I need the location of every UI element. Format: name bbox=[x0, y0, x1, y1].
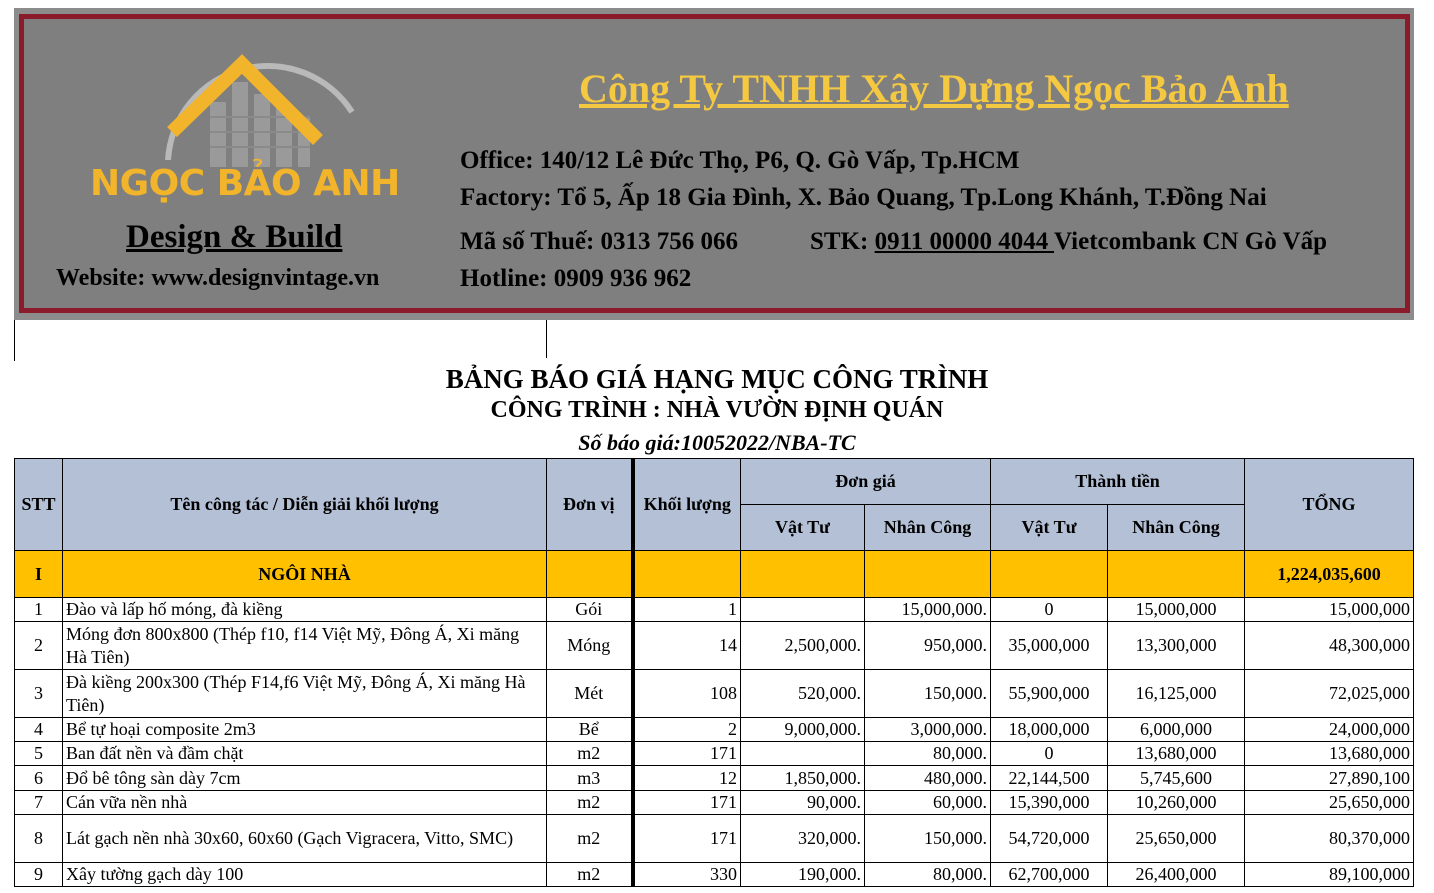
section-cell bbox=[1108, 551, 1245, 598]
website-text: Website: www.designvintage.vn bbox=[56, 265, 380, 291]
row-labor-amount: 6,000,000 bbox=[1108, 718, 1245, 742]
row-unit: Móng bbox=[547, 622, 633, 670]
brand-name: NGỌC BẢO ANH bbox=[90, 163, 400, 204]
header-name: Tên công tác / Diễn giải khối lượng bbox=[63, 459, 547, 551]
row-total: 13,680,000 bbox=[1245, 742, 1414, 766]
row-stt: 2 bbox=[15, 622, 63, 670]
row-qty: 14 bbox=[633, 622, 741, 670]
row-total: 80,370,000 bbox=[1245, 815, 1414, 863]
row-material-price: 520,000. bbox=[741, 670, 865, 718]
table-row bbox=[15, 670, 1414, 718]
row-labor-amount: 26,400,000 bbox=[1108, 863, 1245, 887]
header-unit-price: Đơn giá bbox=[741, 459, 991, 505]
office-address: Office: 140/12 Lê Đức Thọ, P6, Q. Gò Vấp, Tp.HCM bbox=[460, 147, 1020, 174]
row-material-price bbox=[741, 742, 865, 766]
row-labor-amount: 15,000,000 bbox=[1108, 598, 1245, 622]
table-row bbox=[15, 791, 1414, 815]
section-cell bbox=[865, 551, 991, 598]
row-qty: 171 bbox=[633, 791, 741, 815]
row-name: Cán vữa nền nhà bbox=[63, 791, 547, 815]
row-total: 24,000,000 bbox=[1245, 718, 1414, 742]
section-cell bbox=[991, 551, 1108, 598]
row-material-amount: 15,390,000 bbox=[991, 791, 1108, 815]
table-row bbox=[15, 863, 1414, 887]
hotline: Hotline: 0909 936 962 bbox=[460, 265, 692, 292]
row-material-amount: 18,000,000 bbox=[991, 718, 1108, 742]
bank-name: Vietcombank CN Gò Vấp bbox=[1054, 228, 1327, 255]
bank-account-label: STK: bbox=[810, 228, 875, 255]
row-unit: m2 bbox=[547, 863, 633, 887]
row-material-amount: 0 bbox=[991, 742, 1108, 766]
row-total: 15,000,000 bbox=[1245, 598, 1414, 622]
row-labor-price: 80,000. bbox=[865, 742, 991, 766]
row-qty: 12 bbox=[633, 766, 741, 791]
section-cell bbox=[633, 551, 741, 598]
row-qty: 2 bbox=[633, 718, 741, 742]
tax-code: Mã số Thuế: 0313 756 066 bbox=[460, 228, 739, 255]
header-material-amount: Vật Tư bbox=[991, 505, 1108, 551]
header-stt: STT bbox=[15, 459, 63, 551]
row-stt: 6 bbox=[15, 766, 63, 791]
row-total: 48,300,000 bbox=[1245, 622, 1414, 670]
row-qty: 1 bbox=[633, 598, 741, 622]
header-total: TỔNG bbox=[1245, 459, 1414, 551]
section-row bbox=[15, 551, 1414, 598]
row-material-price: 9,000,000. bbox=[741, 718, 865, 742]
row-unit: Gói bbox=[547, 598, 633, 622]
table-row bbox=[15, 742, 1414, 766]
row-name: Xây tường gạch dày 100 bbox=[63, 863, 547, 887]
table-row bbox=[15, 718, 1414, 742]
row-total: 89,100,000 bbox=[1245, 863, 1414, 887]
row-stt: 4 bbox=[15, 718, 63, 742]
row-unit: m2 bbox=[547, 815, 633, 863]
row-unit: m3 bbox=[547, 766, 633, 791]
bank-account bbox=[810, 228, 1327, 256]
row-material-amount: 54,720,000 bbox=[991, 815, 1108, 863]
row-material-amount: 55,900,000 bbox=[991, 670, 1108, 718]
row-qty: 108 bbox=[633, 670, 741, 718]
row-labor-price: 150,000. bbox=[865, 815, 991, 863]
header-unit: Đơn vị bbox=[547, 459, 633, 551]
row-name: Đà kiềng 200x300 (Thép F14,f6 Việt Mỹ, Đông Á, Xi măng Hà Tiên) bbox=[63, 670, 547, 718]
row-qty: 171 bbox=[633, 815, 741, 863]
header-labor-amount: Nhân Công bbox=[1108, 505, 1245, 551]
row-unit: Bể bbox=[547, 718, 633, 742]
document-title: BẢNG BÁO GIÁ HẠNG MỤC CÔNG TRÌNH bbox=[445, 364, 989, 394]
row-unit: m2 bbox=[547, 742, 633, 766]
cell-border-line bbox=[546, 320, 547, 358]
header-material-price: Vật Tư bbox=[741, 505, 865, 551]
brand-tagline: Design & Build bbox=[126, 219, 343, 255]
row-material-price: 90,000. bbox=[741, 791, 865, 815]
header-labor-price: Nhân Công bbox=[865, 505, 991, 551]
row-qty: 171 bbox=[633, 742, 741, 766]
row-stt: 3 bbox=[15, 670, 63, 718]
header-qty: Khối lượng bbox=[633, 459, 741, 551]
section-cell bbox=[741, 551, 865, 598]
header-amount: Thành tiền bbox=[991, 459, 1245, 505]
quotation-table bbox=[14, 458, 1414, 887]
row-name: Ban đất nền và đầm chặt bbox=[63, 742, 547, 766]
table-row bbox=[15, 598, 1414, 622]
row-labor-price: 480,000. bbox=[865, 766, 991, 791]
row-name: Móng đơn 800x800 (Thép f10, f14 Việt Mỹ, Đông Á, Xi măng Hà Tiên) bbox=[63, 622, 547, 670]
row-stt: 7 bbox=[15, 791, 63, 815]
row-labor-amount: 25,650,000 bbox=[1108, 815, 1245, 863]
row-material-amount: 35,000,000 bbox=[991, 622, 1108, 670]
row-labor-price: 80,000. bbox=[865, 863, 991, 887]
row-material-price: 1,850,000. bbox=[741, 766, 865, 791]
row-total: 25,650,000 bbox=[1245, 791, 1414, 815]
company-name: Công Ty TNHH Xây Dựng Ngọc Bảo Anh bbox=[579, 66, 1289, 111]
row-material-price: 320,000. bbox=[741, 815, 865, 863]
row-name: Đổ bê tông sàn dày 7cm bbox=[63, 766, 547, 791]
table-row bbox=[15, 622, 1414, 670]
row-labor-price: 150,000. bbox=[865, 670, 991, 718]
cell-border-line bbox=[14, 320, 15, 361]
section-total: 1,224,035,600 bbox=[1245, 551, 1414, 598]
row-unit: m2 bbox=[547, 791, 633, 815]
row-name: Đào và lấp hố móng, đà kiềng bbox=[63, 598, 547, 622]
row-material-amount: 62,700,000 bbox=[991, 863, 1108, 887]
table-row bbox=[15, 766, 1414, 791]
row-material-price: 2,500,000. bbox=[741, 622, 865, 670]
row-material-price bbox=[741, 598, 865, 622]
table-row bbox=[15, 815, 1414, 863]
row-qty: 330 bbox=[633, 863, 741, 887]
row-stt: 8 bbox=[15, 815, 63, 863]
bank-account-number: 0911 00000 4044 bbox=[874, 228, 1055, 255]
row-total: 72,025,000 bbox=[1245, 670, 1414, 718]
row-labor-amount: 13,680,000 bbox=[1108, 742, 1245, 766]
row-labor-amount: 16,125,000 bbox=[1108, 670, 1245, 718]
header-banner bbox=[19, 14, 1410, 313]
row-total: 27,890,100 bbox=[1245, 766, 1414, 791]
section-stt: I bbox=[15, 551, 63, 598]
row-material-amount: 0 bbox=[991, 598, 1108, 622]
row-name: Lát gạch nền nhà 30x60, 60x60 (Gạch Vigracera, Vitto, SMC) bbox=[63, 815, 547, 863]
section-cell bbox=[547, 551, 633, 598]
row-labor-price: 950,000. bbox=[865, 622, 991, 670]
quote-number: Số báo giá:10052022/NBA-TC bbox=[578, 430, 856, 455]
row-labor-amount: 13,300,000 bbox=[1108, 622, 1245, 670]
row-labor-price: 15,000,000. bbox=[865, 598, 991, 622]
row-labor-amount: 5,745,600 bbox=[1108, 766, 1245, 791]
house-roof-logo-icon bbox=[150, 42, 370, 182]
section-name: NGÔI NHÀ bbox=[63, 551, 547, 598]
row-labor-price: 60,000. bbox=[865, 791, 991, 815]
row-labor-price: 3,000,000. bbox=[865, 718, 991, 742]
factory-address: Factory: Tổ 5, Ấp 18 Gia Đình, X. Bảo Quang, Tp.Long Khánh, T.Đồng Nai bbox=[460, 184, 1267, 211]
row-stt: 1 bbox=[15, 598, 63, 622]
project-name: CÔNG TRÌNH : NHÀ VƯỜN ĐỊNH QUÁN bbox=[490, 397, 944, 423]
row-name: Bể tự hoại composite 2m3 bbox=[63, 718, 547, 742]
row-labor-amount: 10,260,000 bbox=[1108, 791, 1245, 815]
row-unit: Mét bbox=[547, 670, 633, 718]
row-material-price: 190,000. bbox=[741, 863, 865, 887]
row-stt: 9 bbox=[15, 863, 63, 887]
row-material-amount: 22,144,500 bbox=[991, 766, 1108, 791]
row-stt: 5 bbox=[15, 742, 63, 766]
